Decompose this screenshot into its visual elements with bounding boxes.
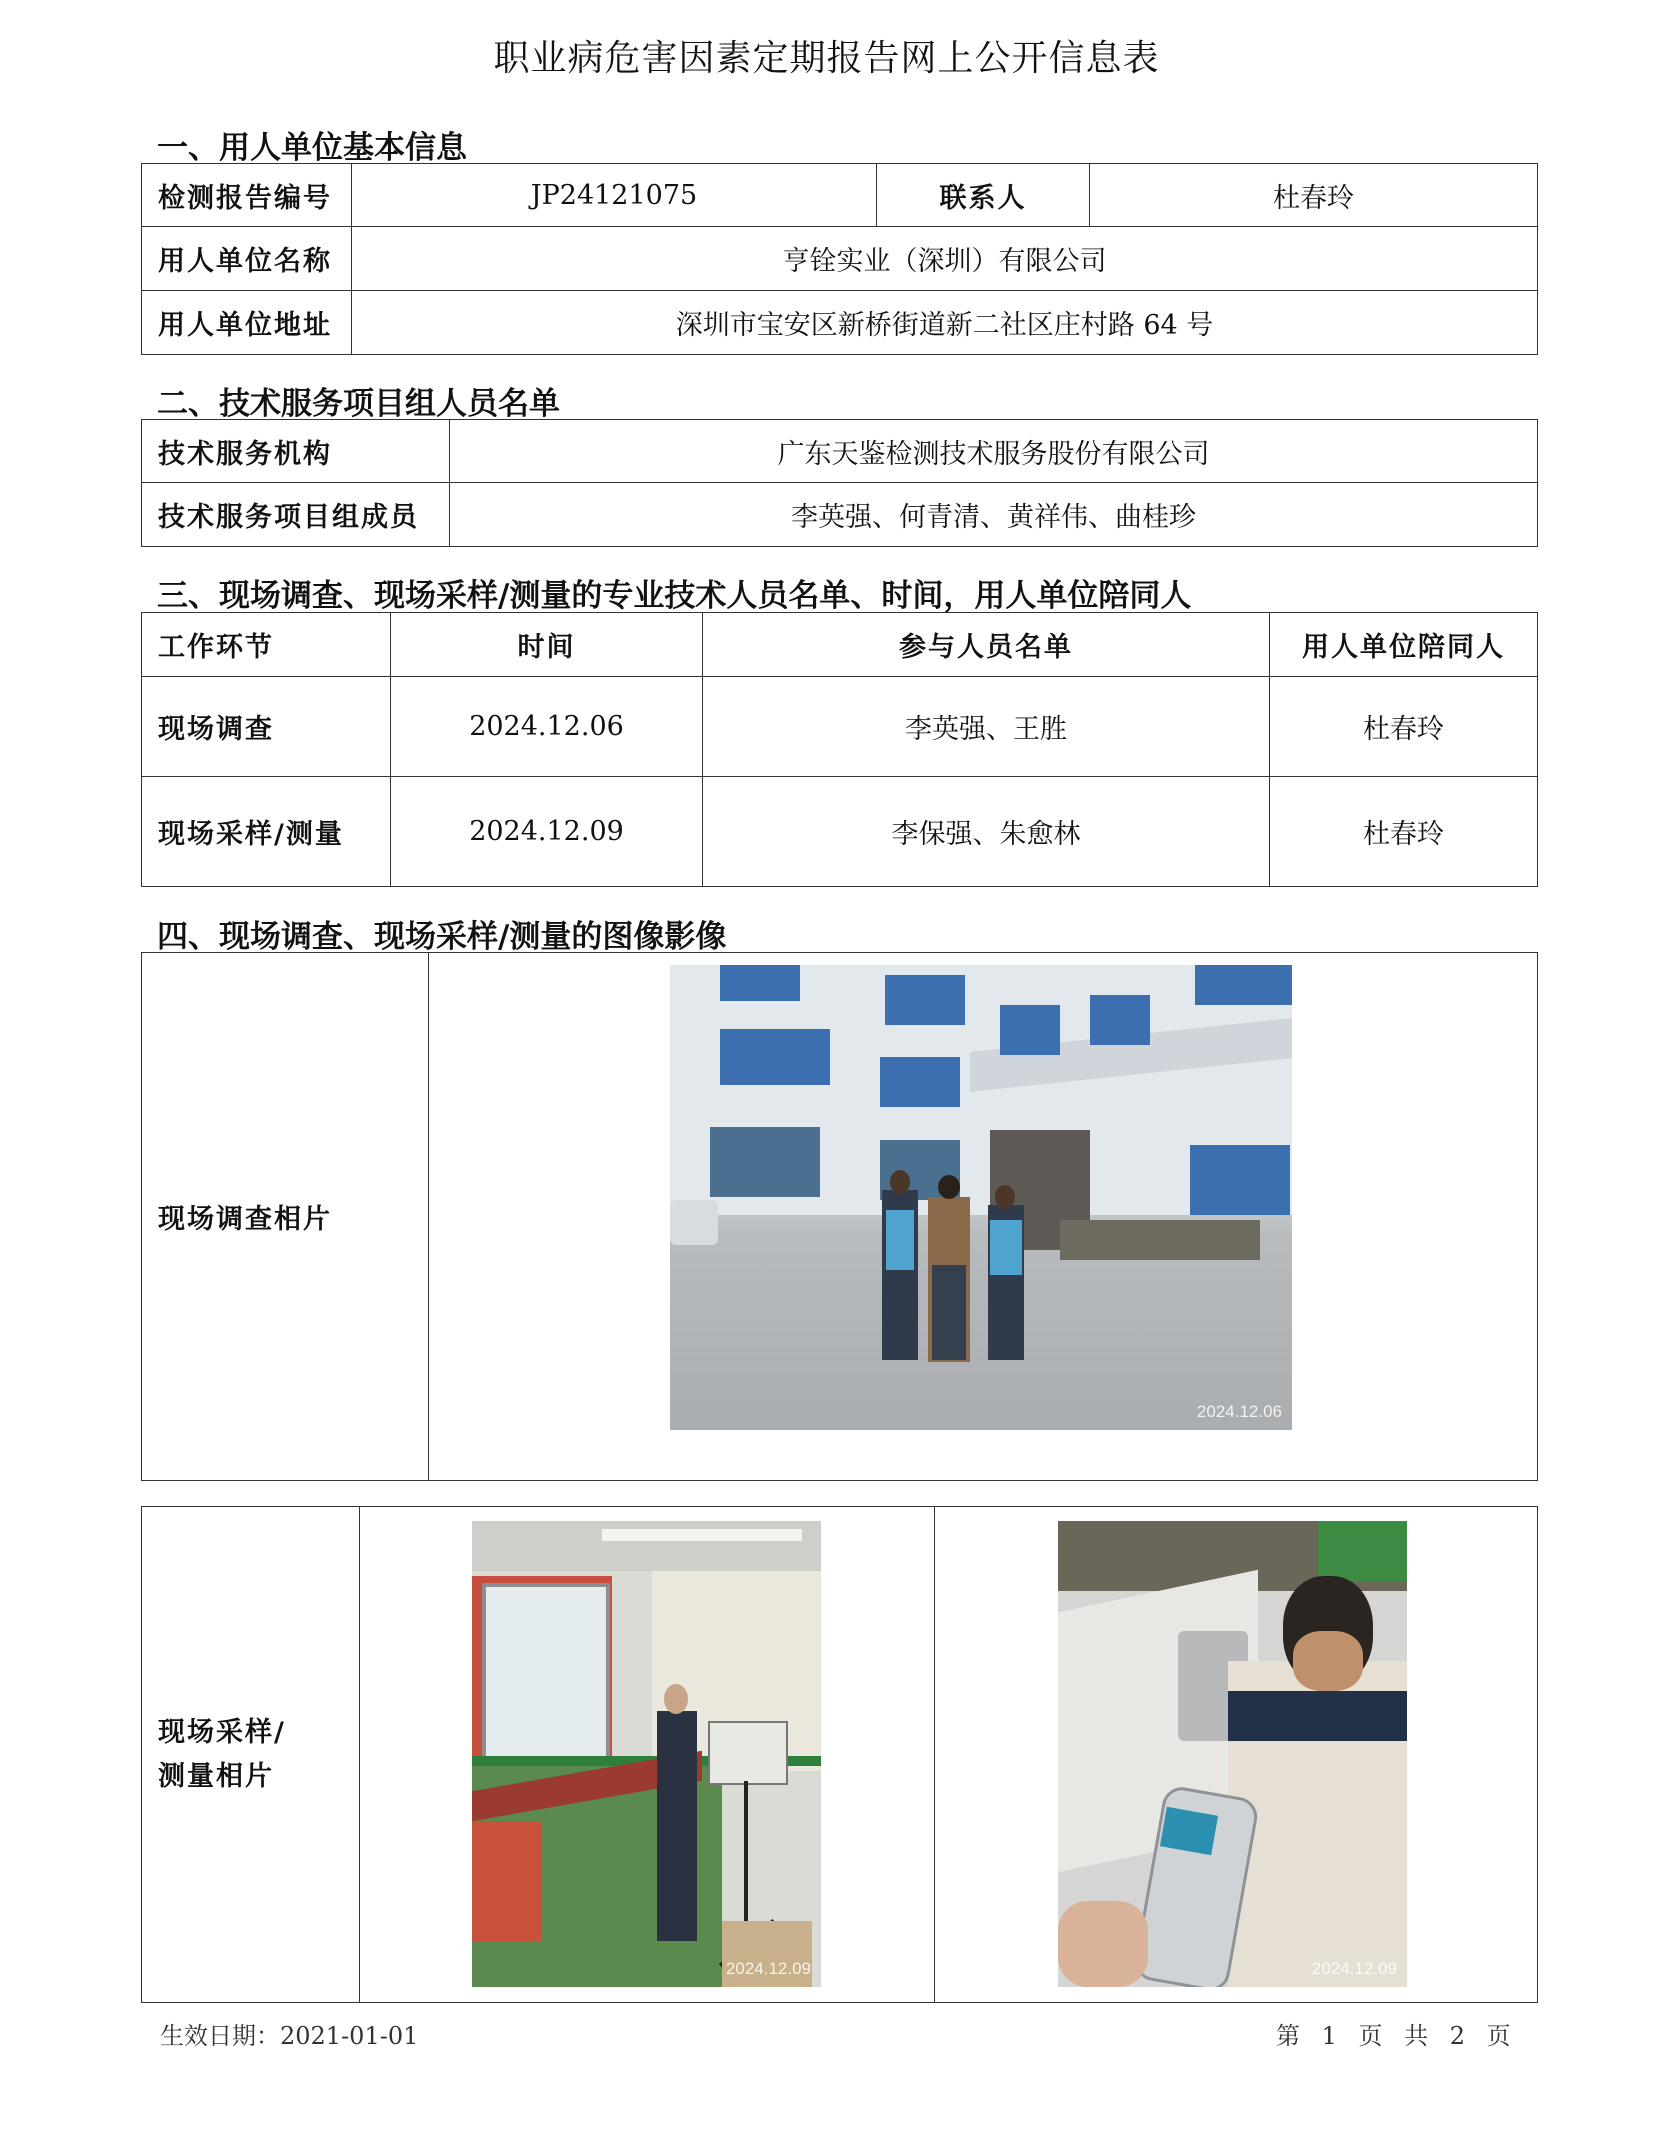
company-value: 亨铨实业（深圳）有限公司 xyxy=(352,227,1538,291)
page-number: 第 1 页 共 2 页 xyxy=(1276,2022,1511,2050)
org-value: 广东天鉴检测技术服务股份有限公司 xyxy=(450,420,1538,483)
row-escort: 杜春玲 xyxy=(1270,777,1538,887)
section3-heading: 三、现场调查、现场采样/测量的专业技术人员名单、时间，用人单位陪同人 xyxy=(157,578,1192,614)
table-row xyxy=(142,777,1538,887)
sampling-label-line1: 现场采样/ xyxy=(158,1716,286,1748)
table-row xyxy=(142,677,1538,777)
sampling-photo-1-date-stamp: 2024.12.09 xyxy=(725,1959,811,1978)
survey-photo xyxy=(670,965,1292,1430)
header-staff: 参与人员名单 xyxy=(703,613,1270,677)
members-label: 技术服务项目组成员 xyxy=(142,483,450,547)
row-date: 2024.12.06 xyxy=(391,677,703,777)
row-stage: 现场采样/测量 xyxy=(142,777,391,887)
section4-heading: 四、现场调查、现场采样/测量的图像影像 xyxy=(157,919,727,955)
team-table xyxy=(141,419,1538,547)
sampling-label-line2: 测量相片 xyxy=(158,1760,274,1792)
header-stage: 工作环节 xyxy=(142,613,391,677)
contact-label: 联系人 xyxy=(877,164,1090,227)
members-value: 李英强、何青清、黄祥伟、曲桂珍 xyxy=(450,483,1538,547)
header-escort: 用人单位陪同人 xyxy=(1270,613,1538,677)
sampling-photo-2-date-stamp: 2024.12.09 xyxy=(1311,1959,1397,1978)
org-label: 技术服务机构 xyxy=(142,420,450,483)
row-stage: 现场调查 xyxy=(142,677,391,777)
sampling-photo-2 xyxy=(1058,1521,1407,1987)
row-staff: 李保强、朱愈林 xyxy=(703,777,1270,887)
section2-heading: 二、技术服务项目组人员名单 xyxy=(157,386,560,422)
row-escort: 杜春玲 xyxy=(1270,677,1538,777)
row-staff: 李英强、王胜 xyxy=(703,677,1270,777)
basic-info-table xyxy=(141,163,1538,355)
sampling-photo-1 xyxy=(472,1521,821,1987)
address-value: 深圳市宝安区新桥街道新二社区庄村路 64 号 xyxy=(352,291,1538,355)
company-label: 用人单位名称 xyxy=(142,227,352,291)
report-no-label: 检测报告编号 xyxy=(142,164,352,227)
sampling-photo-label xyxy=(142,1507,360,2003)
header-date: 时间 xyxy=(391,613,703,677)
contact-value: 杜春玲 xyxy=(1090,164,1538,227)
survey-photo-label: 现场调查相片 xyxy=(142,953,429,1481)
row-date: 2024.12.09 xyxy=(391,777,703,887)
schedule-table xyxy=(141,612,1538,887)
effective-date: 生效日期：2021-01-01 xyxy=(160,2022,419,2050)
section1-heading: 一、用人单位基本信息 xyxy=(157,130,467,166)
address-label: 用人单位地址 xyxy=(142,291,352,355)
survey-photo-date-stamp: 2024.12.06 xyxy=(1196,1402,1282,1421)
document-title: 职业病危害因素定期报告网上公开信息表 xyxy=(493,38,1160,79)
report-no-value: JP24121075 xyxy=(352,164,877,227)
